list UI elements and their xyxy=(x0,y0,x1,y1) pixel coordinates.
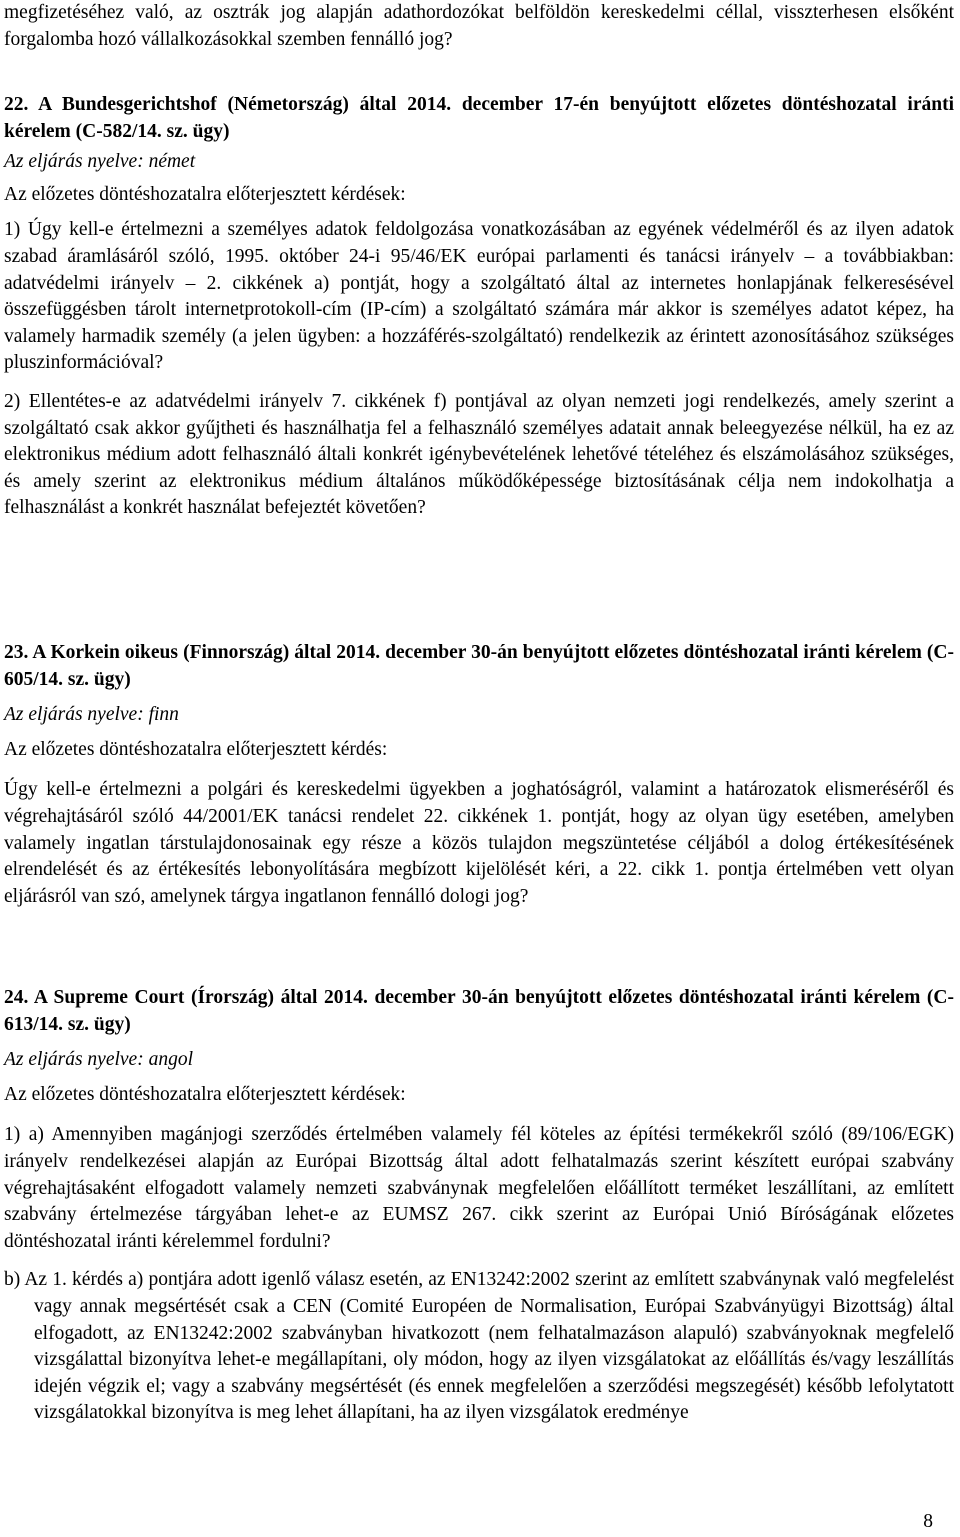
question-paragraph: b) Az 1. kérdés a) pontjára adott igenlő válasz esetén, az EN13242:2002 szerint az említett szabványnak való megfelelést vagy annak megsértését csak a CEN (Comité Européen de Normalisation, Európai Szabványügyi Bizottság) által elfogadott, az EN13242:2002 szabványban hivatkozott (nem felhatalmazáson alapuló) szabványoknak megfelelő vizsgálattal bizonyítva lehet-e megállapítani, oly módon, hogy az ilyen vizsgálatokat az előállítás és/vagy leszállítás idején végzik el; vagy a szabvány megsértését (és ennek megfelelően a szerződési megszegését) később lefolytatott vizsgálatokkal bizonyítva is meg lehet állapítani, ha az ilyen vizsgálatok eredménye xyxy=(4,1269,954,1424)
questions-heading: Az előzetes döntéshozatalra előterjesztett kérdések: xyxy=(4,183,406,205)
procedure-language: Az eljárás nyelve: finn xyxy=(4,704,179,726)
question-paragraph: 1) Úgy kell-e értelmezni a személyes adatok feldolgozása vonatkozásában az egyének védelméről és az ilyen adatok szabad áramlásáról szóló, 1995. október 24-i 95/46/EK európai parlamenti és tanácsi irányelv ‒ a továbbiakban: adatvédelmi irányelv ‒ 2. cikkének a) pontját, hogy a szolgáltató által az internetes honlapjának felkeresésével összefüggésben tárolt internetprotokoll-cím (IP-cím) a szolgáltató számára már akkor is személyes adatot képez, ha valamely harmadik személy (a jelen ügyben: a hozzáférés-szolgáltató) rendelkezik az érintett azonosításához szükséges pluszinformációval? xyxy=(4,219,954,374)
section-heading: 22. A Bundesgerichtshof (Németország) által 2014. december 17-én benyújtott előzetes döntéshozatal iránti kérelem (C-582/14. sz. ügy) xyxy=(4,94,954,142)
question-paragraph: 1) a) Amennyiben magánjogi szerződés értelmében valamely fél köteles az építési termékekről szóló (89/106/EGK) irányelv rendelkezései alapján az Európai Bizottság által adott felhatalmazás szerint készített európai szabvány végrehajtásaként elfogadott valamely nemzeti szabványnak megfelelően előállított terméket leszállítani, az említett szabvány értelmezése tárgyában lehet-e az EUMSZ 267. cikk szerint az Európai Unió Bíróságának előzetes döntéshozatal iránti kérelemmel fordulni? xyxy=(4,1124,954,1252)
question-paragraph: Úgy kell-e értelmezni a polgári és kereskedelmi ügyekben a joghatóságról, valamint a határozatok elismeréséről és végrehajtásáról szóló 44/2001/EK tanácsi rendelet 22. cikkének 1. pontját, hogy az olyan ügy esetében, amelyben valamely ingatlan társtulajdonosainak egy része a közös tulajdon megszüntetése céljából a dolog értékesítésének elrendelését és az értékesítés lebonyolítására megbízott kijelölését kéri, a 22. cikk 1. pontja értelmében vett olyan eljárásról van szó, amelynek tárgya ingatlanon fennálló dologi jog? xyxy=(4,779,954,907)
section-heading: 24. A Supreme Court (Írország) által 2014. december 30-án benyújtott előzetes döntéshozatal iránti kérelem (C-613/14. sz. ügy) xyxy=(4,987,954,1035)
procedure-language: Az eljárás nyelve: angol xyxy=(4,1049,193,1071)
section-22 xyxy=(4,92,954,522)
section-heading: 23. A Korkein oikeus (Finnország) által 2014. december 30-án benyújtott előzetes döntéshozatal iránti kérelem (C-605/14. sz. ügy) xyxy=(4,642,954,690)
intro-paragraph: megfizetéséhez való, az osztrák jog alapján adathordozókat belföldön kereskedelmi céllal, visszterhesen elsőként forgalomba hozó vállalkozásokkal szemben fennálló jog? xyxy=(4,2,954,50)
question-paragraph: 2) Ellentétes-e az adatvédelmi irányelv 7. cikkének f) pontjával az olyan nemzeti jogi rendelkezés, amely szerint a szolgáltató csak akkor gyűjtheti és használhatja fel a felhasználó személyes adatait annak beleegyezése nélkül, ha ez az elektronikus médium adott felhasználó általi konkrét igénybevételének lehetővé tételéhez és elszámolásához szükséges, és amely szerint az elektronikus médium általános működőképessége biztosításának célja nem indokolhatja a felhasználást a konkrét használat befejeztét követően? xyxy=(4,390,954,519)
procedure-language: Az eljárás nyelve: német xyxy=(4,151,196,173)
section-23 xyxy=(4,640,954,910)
questions-heading: Az előzetes döntéshozatalra előterjesztett kérdések: xyxy=(4,1083,406,1105)
intro-block xyxy=(4,0,954,53)
questions-heading: Az előzetes döntéshozatalra előterjesztett kérdés: xyxy=(4,738,388,760)
section-24 xyxy=(4,985,954,1427)
page-number: 8 xyxy=(923,1511,933,1532)
